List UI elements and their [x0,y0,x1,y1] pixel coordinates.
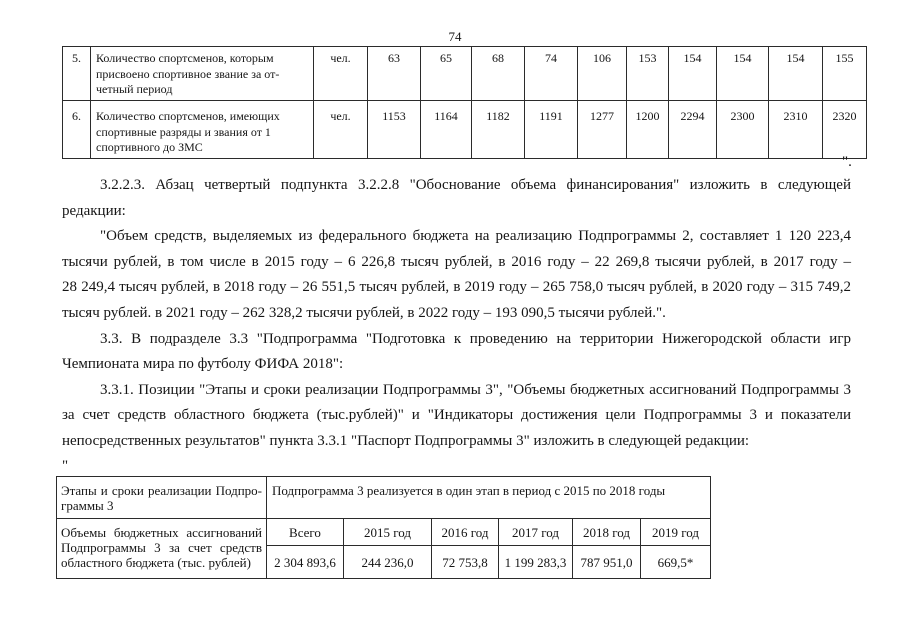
text-line: 28 249,4 тысяч рублей, в 2018 году – 26 551,5 тысяч рублей, в 2019 году – 265 758,0 тысяч рублей, в 2020 году – 315 749,2 [62,279,851,296]
table-row [63,101,867,159]
value-cell: 2300 [717,101,769,159]
value-cell: 1153 [368,101,421,159]
value-cell: 63 [368,47,421,101]
description-line: Количество спортсменов, имеющих [96,109,280,123]
unit-cell: чел. [314,47,368,101]
value-cell: 1277 [578,101,627,159]
label-line: Подпрограммы 3 за счет средств [61,540,262,555]
row-number: 6. [63,101,91,159]
label-line: граммы 3 [61,498,114,513]
paragraph [62,173,851,224]
text-line: за счет средств областного бюджета (тыс.рублей)" и "Индикаторы достижения цели Подпрограммы 3 и показатели [62,407,851,424]
budget-value: 72 753,8 [432,546,499,579]
stages-label-cell [57,477,267,519]
value-cell: 2294 [669,101,717,159]
label-line: областного бюджета (тыс. рублей) [61,555,251,570]
value-cell: 1191 [525,101,578,159]
value-cell: 1182 [472,101,525,159]
text-line: "Объем средств, выделяемых из федерального бюджета на реализацию Подпрограммы 2, составляет 1 120 223,4 [100,228,851,245]
table-row [57,519,711,546]
text-line: непосредственных результатов" пункта 3.3.1 "Паспорт Подпрограммы 3" изложить в следующей редакции: [62,432,750,449]
value-cell: 154 [717,47,769,101]
stages-value-cell [267,477,711,519]
text-line: тысячи рублей, в том числе в 2015 году – 6 226,8 тысяч рублей, в 2016 году – 22 269,8 тысячи рублей, в 2017 году – [62,253,851,270]
value-cell: 1200 [627,101,669,159]
stages-value: Подпрограмма 3 реализуется в один этап в период с 2015 по 2018 годы [272,483,666,498]
opening-quote-mark: " [62,458,69,474]
text-line: тысяч рублей. в 2021 году – 262 328,2 тысячи рублей, в 2022 году – 193 090,5 тысячи рублей.". [62,304,666,321]
label-line: Объемы бюджетных ассигнований [61,525,262,540]
budget-value: 1 199 283,3 [499,546,573,579]
budget-header-year: 2017 год [499,519,573,546]
value-cell: 2320 [823,101,867,159]
value-cell: 154 [669,47,717,101]
page-number: 74 [448,29,462,44]
description-line: четный период [96,82,173,96]
budget-value: 669,5* [641,546,711,579]
value-cell: 154 [769,47,823,101]
budget-header-year: 2019 год [641,519,711,546]
budget-header-year: 2016 год [432,519,499,546]
budget-value: 787 951,0 [573,546,641,579]
description-line: Количество спортсменов, которым [96,51,274,65]
body-text [62,173,851,455]
passport-table [56,476,711,579]
description-line: спортивные разряды и звания от 1 [96,124,271,139]
budget-value-total: 2 304 893,6 [267,546,344,579]
indicator-description [91,47,314,101]
text-line: Чемпионата мира по футболу ФИФА 2018": [62,356,344,373]
budget-label-cell [57,519,267,579]
paragraph [62,327,851,378]
table-row [63,47,867,101]
value-cell: 65 [421,47,472,101]
budget-value: 244 236,0 [344,546,432,579]
row-number: 5. [63,47,91,101]
value-cell: 106 [578,47,627,101]
text-line: 3.3. В подразделе 3.3 "Подпрограмма "Подготовка к проведению на территории Нижегородской области игр [100,330,851,347]
table-row [57,477,711,519]
value-cell: 153 [627,47,669,101]
budget-header-year: 2015 год [344,519,432,546]
value-cell: 74 [525,47,578,101]
unit-cell: чел. [314,101,368,159]
description-line: присвоено спортивное звание за от- [96,66,280,81]
label-line: Этапы и сроки реализации Подпро- [61,483,262,498]
description-line: спортивного до ЗМС [96,140,203,154]
value-cell: 1164 [421,101,472,159]
indicator-description [91,101,314,159]
value-cell: 155 [823,47,867,101]
value-cell: 68 [472,47,525,101]
paragraph [62,378,851,455]
closing-quote-mark: ". [842,154,852,170]
indicators-table [62,46,867,159]
text-line: 3.2.2.3. Абзац четвертый подпункта 3.2.2.8 "Обоснование объема финансирования" изложить в следующей [100,177,851,193]
value-cell: 2310 [769,101,823,159]
text-line: редакции: [62,202,126,219]
text-line: 3.3.1. Позиции "Этапы и сроки реализации Подпрограммы 3", "Объемы бюджетных ассигнований Подпрограммы 3 [100,381,851,398]
paragraph [62,224,851,326]
budget-header-total: Всего [267,519,344,546]
budget-header-year: 2018 год [573,519,641,546]
